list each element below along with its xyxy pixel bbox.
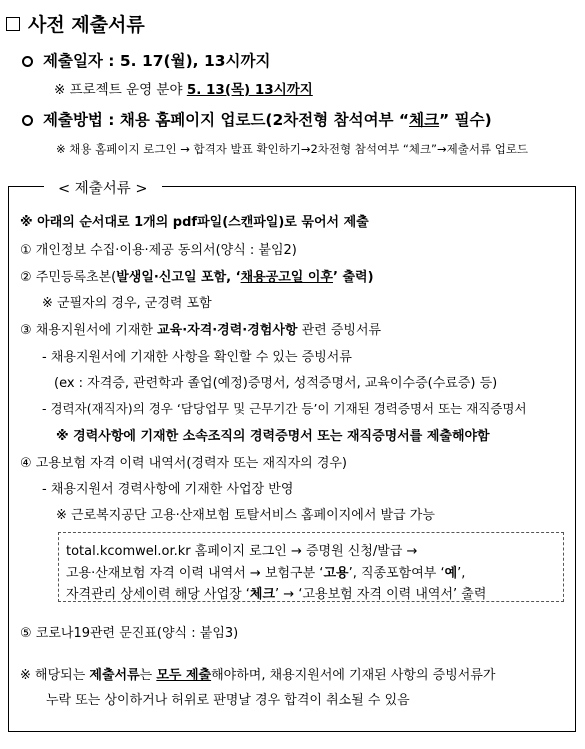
instruction-line-2-prefix: 고용·산재보험 자격 이력 내역서 → 보험구분 ‘: [66, 566, 324, 581]
item-3-sub-2: - 경력자(재직자)의 경우 ‘담당업무 및 근무기간 등’이 기재된 경력증명서 또는 재직증명서: [42, 401, 527, 416]
footer-bold-2: 모두 제출: [156, 668, 212, 683]
method-label-prefix: 제출방법 : 채용 홈페이지 업로드(2차전형 참석여부 “: [43, 111, 410, 129]
box-intro: ※ 아래의 순서대로 1개의 pdf파일(스캔파일)로 묶어서 제출: [20, 215, 369, 230]
item-3-suffix: 관련 증빙서류: [297, 323, 382, 338]
item-4-sub-1: - 채용지원서 경력사항에 기재한 사업장 반영: [42, 482, 294, 497]
footer-note-line-2: 누락 또는 상이하거나 허위로 판명날 경우 합격이 취소될 수 있음: [46, 693, 410, 708]
item-2-prefix: ② 주민등록초본(: [20, 270, 117, 285]
item-1: ① 개인정보 수집·이용·제공 동의서(양식 : 붙임2): [20, 243, 297, 258]
instruction-line-3-suffix: ’ → ‘고용보험 자격 이력 내역서’ 출력: [275, 587, 487, 602]
footer-suffix: 해야하며, 채용지원서에 기재된 사항의 증빙서류가: [211, 668, 496, 683]
instruction-line-2-suffix: ’,: [457, 566, 466, 581]
item-3-prefix: ③ 채용지원서에 기재한: [20, 323, 158, 338]
deadline-note-emph: 5. 13(목) 13시까지: [186, 82, 313, 98]
instruction-line-2-bold-2: 예: [444, 566, 458, 581]
deadline-note-prefix: ※ 프로젝트 운영 분야: [54, 82, 187, 98]
deadline-label: 제출일자 : 5. 17(월), 13시까지: [43, 52, 271, 70]
item-2: [20, 266, 374, 285]
item-5: ⑤ 코로나19관련 문진표(양식 : 붙임3): [20, 626, 239, 641]
page-title-text: 사전 제출서류: [28, 14, 145, 36]
item-4-sub-1-note: ※ 근로복지공단 고용·산재보험 토탈서비스 홈페이지에서 발급 가능: [56, 508, 435, 523]
instruction-line-2-bold-1: 고용: [323, 566, 349, 581]
instruction-line-2-mid: ’, 직종포함여부 ‘: [348, 566, 445, 581]
method-heading: [22, 108, 492, 130]
circle-bullet-icon: [22, 56, 33, 67]
footer-bold-1: 제출서류: [89, 668, 140, 683]
item-3-sub-1: - 채용지원서에 기재한 사항을 확인할 수 있는 증빙서류: [42, 350, 352, 365]
footer-mid: 는: [139, 668, 157, 683]
item-3-sub-1-example: (ex : 자격증, 관련학과 졸업(예정)증명서, 성적증명서, 교육이수증(수료증) 등): [54, 376, 498, 391]
item-2-bold: 발생일·신고일 포함, ‘: [116, 270, 241, 285]
deadline-note: [54, 78, 313, 98]
item-2-suffix: ’ 출력): [333, 270, 374, 285]
documents-box-title: < 제출서류 >: [44, 177, 162, 198]
item-3: [20, 319, 381, 338]
instruction-line-3: [66, 583, 486, 602]
method-label-emph: 체크: [409, 111, 440, 129]
deadline-heading: [22, 49, 270, 71]
method-label-suffix: ” 필수): [439, 111, 492, 129]
item-2-underline: 채용공고일 이후: [240, 270, 333, 285]
item-2-note: ※ 군필자의 경우, 군경력 포함: [42, 296, 212, 311]
instruction-line-2: [66, 562, 465, 581]
instruction-line-3-prefix: 자격관리 상세이력 해당 사업장 ‘: [66, 587, 250, 602]
page-title: [6, 10, 145, 37]
item-4: ④ 고용보험 자격 이력 내역서(경력자 또는 재직자의 경우): [20, 456, 348, 471]
footer-note-line-1: [20, 664, 495, 683]
circle-bullet-icon: [22, 115, 33, 126]
item-3-warning: ※ 경력사항에 기재한 소속조직의 경력증명서 또는 재직증명서를 제출해야함: [56, 429, 490, 444]
instruction-line-1: total.kcomwel.or.kr 홈페이지 로그인 → 증명원 신청/발급 →: [66, 544, 418, 559]
item-3-bold: 교육·자격·경력·경험사항: [157, 323, 298, 338]
footer-prefix: ※ 해당되는: [20, 668, 90, 683]
method-note: ※ 채용 홈페이지 로그인 → 합격자 발표 확인하기→2차전형 참석여부 “체크”→제출서류 업로드: [56, 142, 529, 156]
checkbox-icon: [6, 17, 20, 31]
instruction-line-3-bold: 체크: [249, 587, 276, 602]
